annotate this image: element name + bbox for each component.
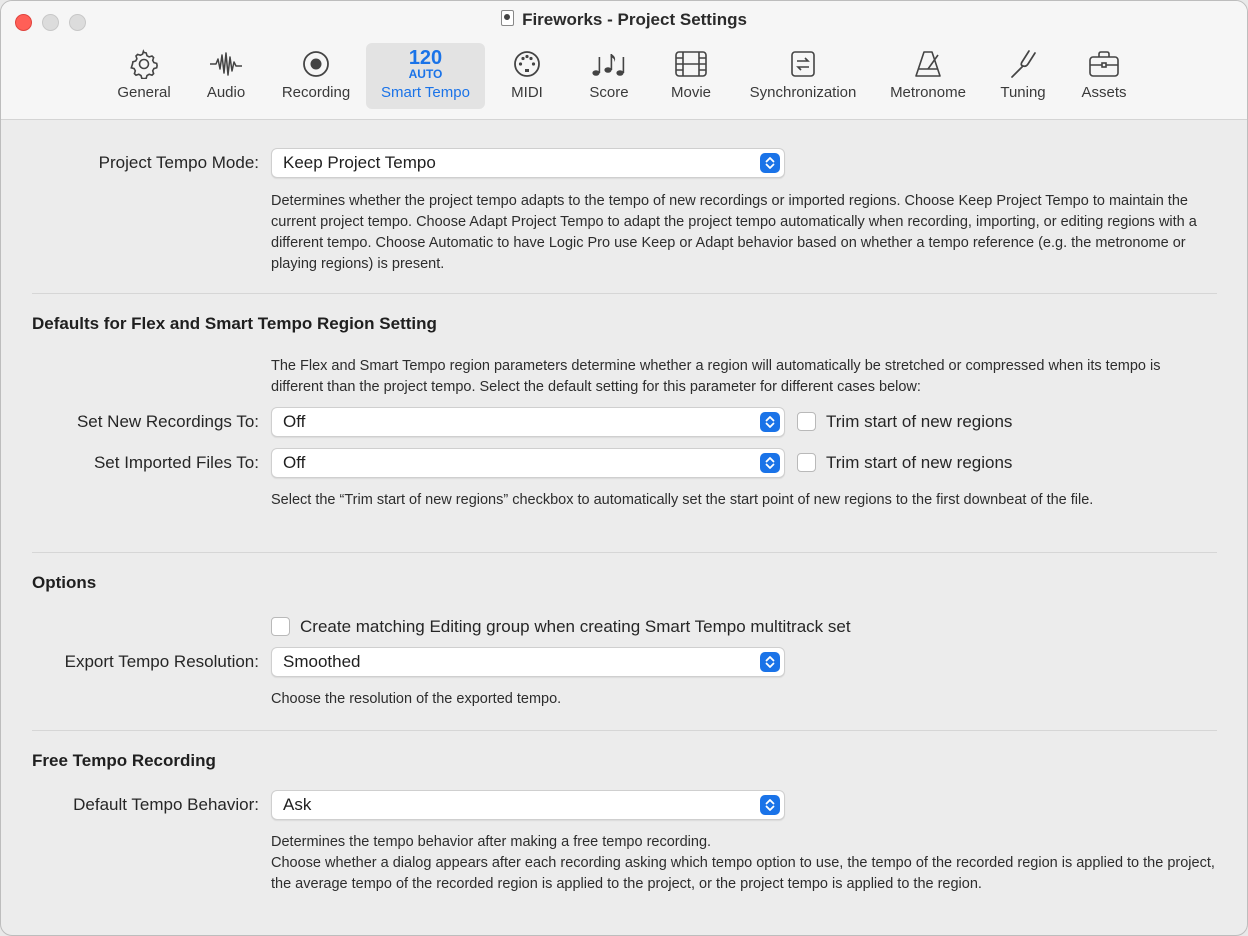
imported-files-popup[interactable]: Off — [271, 448, 785, 478]
project-tempo-mode-popup[interactable]: Keep Project Tempo — [271, 148, 785, 178]
default-tempo-behavior-label: Default Tempo Behavior: — [73, 795, 259, 814]
tab-smart-tempo[interactable]: 120 AUTO Smart Tempo — [366, 43, 485, 109]
trim-new-recordings-label: Trim start of new regions — [826, 412, 1013, 431]
tuning-fork-icon — [1007, 49, 1039, 79]
defaults-intro: The Flex and Smart Tempo region parameters determine whether a region will automatically be stretched or compressed when its tempo is different than the project tempo. Select the default setting for this parameter for different cases below: — [271, 358, 1161, 395]
sync-icon — [788, 49, 818, 79]
settings-pane — [1, 120, 1247, 935]
tab-movie[interactable]: Movie — [657, 43, 725, 109]
tab-midi[interactable]: MIDI — [495, 43, 559, 109]
free-tempo-note — [271, 832, 1216, 895]
tempo-mode-description: Determines whether the project tempo adapts to the tempo of new recordings or imported regions. Choose Keep Project Tempo to maintain the current project tempo. Choose Adapt Project Tempo to adapt the project tempo automatically when recording, importing, or editing regions with a different tempo. Choose Automatic to have Logic Pro use Keep or Adapt behavior based on whether a tempo reference (e.g. the metronome or playing regions) is present. — [271, 193, 1197, 272]
music-notes-icon — [590, 49, 628, 79]
record-icon — [301, 49, 331, 79]
tab-score[interactable]: Score — [577, 43, 641, 109]
tab-recording[interactable]: Recording — [273, 43, 359, 109]
popup-stepper-icon — [760, 652, 780, 672]
briefcase-icon — [1087, 49, 1121, 79]
popup-stepper-icon — [760, 153, 780, 173]
tab-assets[interactable]: Assets — [1071, 43, 1137, 109]
tab-general[interactable]: General — [107, 43, 181, 109]
defaults-section-heading: Defaults for Flex and Smart Tempo Region Setting — [32, 314, 437, 333]
film-icon — [674, 49, 708, 79]
divider — [32, 552, 1217, 553]
new-recordings-popup[interactable]: Off — [271, 407, 785, 437]
trim-new-recordings-checkbox[interactable] — [797, 412, 816, 431]
midi-port-icon — [512, 49, 542, 79]
popup-stepper-icon — [760, 412, 780, 432]
default-tempo-behavior-popup[interactable]: Ask — [271, 790, 785, 820]
trim-note: Select the “Trim start of new regions” checkbox to automatically set the start point of new regions to the first downbeat of the file. — [271, 492, 1094, 508]
free-tempo-section-heading: Free Tempo Recording — [32, 751, 216, 770]
export-tempo-resolution-popup[interactable]: Smoothed — [271, 647, 785, 677]
editing-group-checkbox[interactable] — [271, 617, 290, 636]
export-note: Choose the resolution of the exported tempo. — [271, 691, 562, 707]
trim-imported-files-label: Trim start of new regions — [826, 453, 1013, 472]
popup-stepper-icon — [760, 453, 780, 473]
trim-imported-files-checkbox[interactable] — [797, 453, 816, 472]
divider — [32, 730, 1217, 731]
waveform-icon — [209, 49, 243, 79]
gear-icon — [129, 49, 159, 79]
popup-stepper-icon — [760, 795, 780, 815]
tab-audio[interactable]: Audio — [193, 43, 259, 109]
imported-files-label: Set Imported Files To: — [93, 453, 259, 472]
tab-synchronization[interactable]: Synchronization — [737, 43, 869, 109]
document-icon — [501, 10, 514, 26]
editing-group-label: Create matching Editing group when creating Smart Tempo multitrack set — [300, 617, 851, 636]
free-tempo-note-line1: Determines the tempo behavior after making a free tempo recording. — [271, 834, 712, 850]
tab-metronome[interactable]: Metronome — [881, 43, 975, 109]
tempo-mode-badge: AUTO — [408, 67, 443, 81]
free-tempo-note-line2: Choose whether a dialog appears after each recording asking which tempo option to use, the tempo of the recorded region is applied to the project, the average tempo of the recorded region is applied to the project, or the project tempo is applied to the region. — [271, 855, 1215, 892]
toolbar — [1, 1, 1247, 120]
divider — [32, 293, 1217, 294]
export-tempo-resolution-label: Export Tempo Resolution: — [64, 652, 259, 671]
new-recordings-label: Set New Recordings To: — [76, 412, 259, 431]
window-title: Fireworks - Project Settings — [1, 10, 1247, 30]
options-section-heading: Options — [32, 573, 97, 592]
metronome-icon — [912, 49, 944, 79]
project-tempo-mode-label: Project Tempo Mode: — [98, 153, 259, 172]
tempo-value: 120 — [408, 47, 443, 69]
tab-tuning[interactable]: Tuning — [989, 43, 1057, 109]
